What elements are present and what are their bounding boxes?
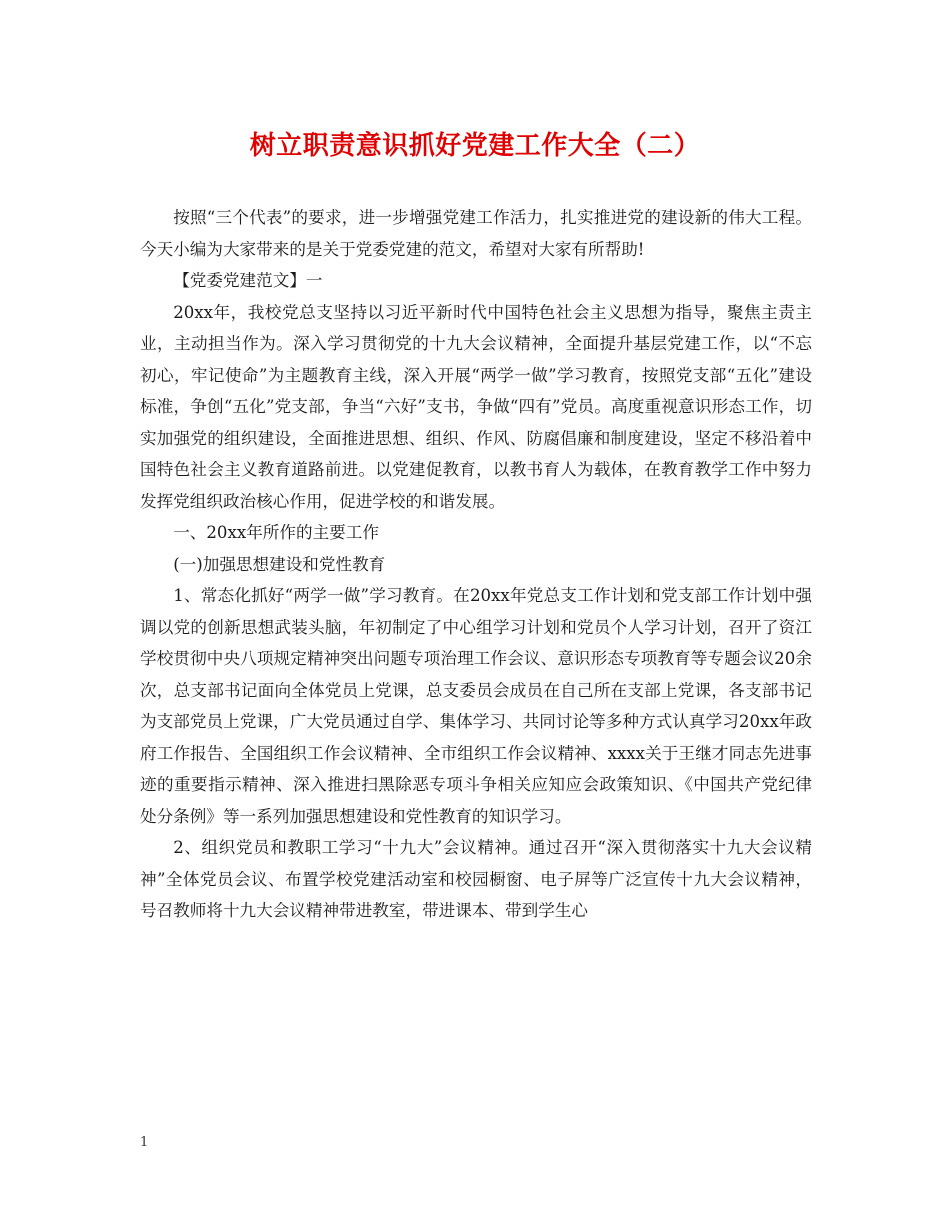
document-body [140,202,812,927]
page-number: 1 [140,1135,149,1150]
subsection-heading: (一)加强思想建设和党性教育 [173,554,386,574]
body-paragraph: 1、常态化抓好“两学一做”学习教育。在20xx年党总支工作计划和党支部工作计划中强调以党的创新思想武装头脑，年初制定了中心组学习计划和党员个人学习计划，召开了资江学校贯彻中央八项规定精神突出问题专项治理工作会议、意识形态专项教育等专题会议20余次，总支部书记面向全体党员上党课，总支委员会成员在自己所在支部上党课，各支部书记为支部党员上党课，广大党员通过自学、集体学习、共同讨论等多种方式认真学习20xx年政府工作报告、全国组织工作会议精神、全市组织工作会议精神、xxxx关于王继才同志先进事迹的重要指示精神、深入推进扫黑除恶专项斗争相关应知应会政策知识、《中国共产党纪律处分条例》等一系列加强思想建设和党性教育的知识学习。 [140,586,812,826]
intro-paragraph: 按照“三个代表”的要求，进一步增强党建工作活力，扎实推进党的建设新的伟大工程。今天小编为大家带来的是关于党委党建的范文，希望对大家有所帮助! [140,208,812,259]
document-title: 树立职责意识抓好党建工作大全（二） [249,131,701,161]
body-paragraph: 2、组织党员和教职工学习“十九大”会议精神。通过召开“深入贯彻落实十九大会议精神”全体党员会议、布置学校党建活动室和校园橱窗、电子屏等广泛宣传十九大会议精神，号召教师将十九大会议精神带进教室，带进课本、带到学生心 [140,838,812,920]
section-heading-main-work: 一、20xx年所作的主要工作 [173,523,379,542]
body-paragraph: 20xx年，我校党总支坚持以习近平新时代中国特色社会主义思想为指导，聚焦主责主业，主动担当作为。深入学习贯彻党的十九大会议精神，全面提升基层党建工作，以“不忘初心，牢记使命”为主题教育主线，深入开展“两学一做”学习教育，按照党支部“五化”建设标准，争创“五化”党支部，争当“六好”支书，争做“四有”党员。高度重视意识形态工作，切实加强党的组织建设，全面推进思想、组织、作风、防腐倡廉和制度建设，坚定不移沿着中国特色社会主义教育道路前进。以党建促教育，以教书育人为载体，在教育教学工作中努力发挥党组织政治核心作用，促进学校的和谐发展。 [140,302,812,511]
section-heading-sample: 【党委党建范文】一 [173,271,323,290]
